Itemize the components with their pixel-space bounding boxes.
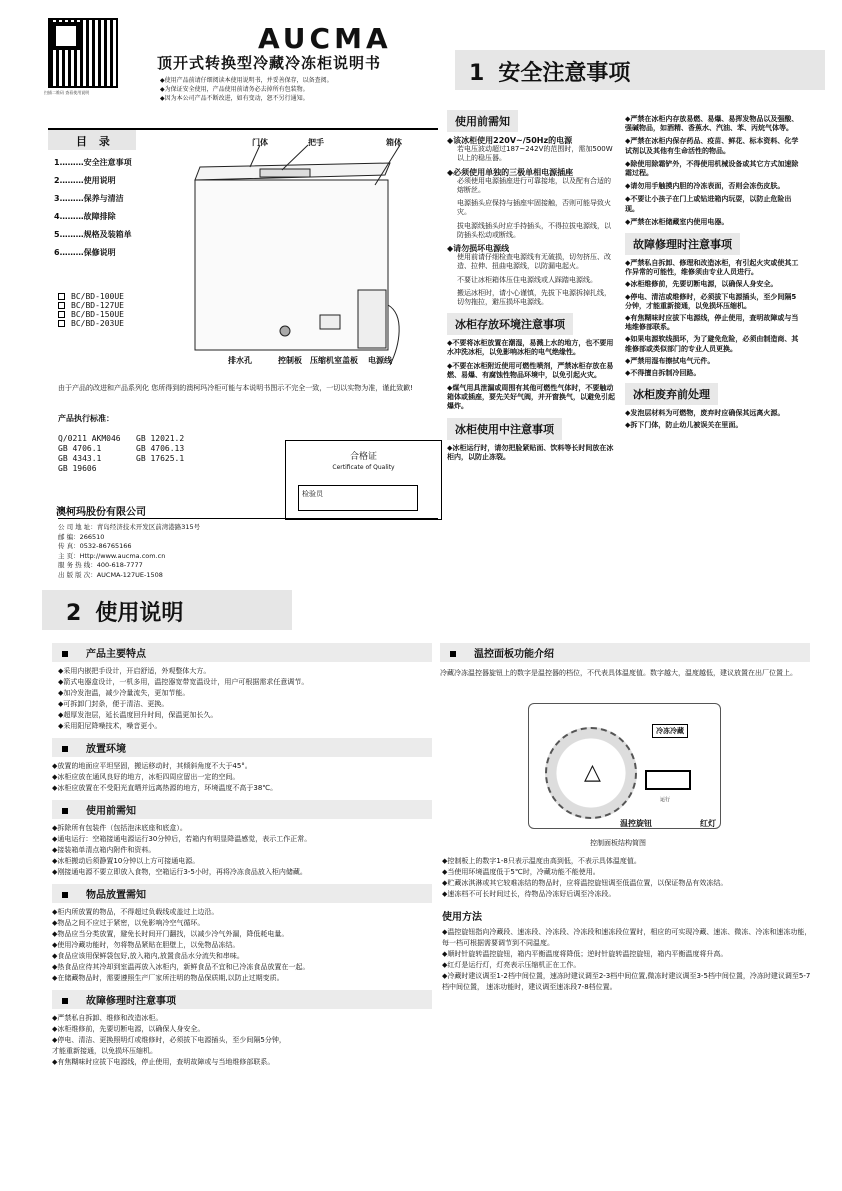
header-notes: ◆使用产品前请仔细阅读本使用说明书，并妥善保存，以备查阅。 ◆为保证安全使用，产品使用前请务必去掉所有包装物。 ◆因为本公司产品不断改进，如有变动，恕不另行通知。 [160, 77, 333, 102]
label-door: 门体 [252, 138, 268, 147]
panel-caption: 控制面板结构简图 [590, 839, 646, 847]
company-name: 澳柯玛股份有限公司 [56, 507, 146, 518]
brand-logo: AUCMA [258, 22, 392, 55]
freezer-diagram [190, 135, 420, 385]
certificate: 合格证 Certificate of Quality 检验员 [285, 440, 442, 520]
company-info: 公 司 地 址：青岛经济技术开发区前湾港路315号 邮 编：266510 传 真：0532-86765166 主 页：Http://www.aucma.com.cn 服 务 热 线：400-618-7777 出 版 版 次：AUCMA-127UE-1508 [58, 518, 438, 581]
repair-title: 故障修理时注意事项 [625, 233, 740, 255]
panel-section: 温控面板功能介绍 冷藏冷冻温控器旋钮上的数字是温控器的档位，不代表具体温度值。数字越大，温度越低，建议放置在出厂位置上。 [440, 643, 810, 679]
qr-caption: 扫描二维码 查看使用说明 [44, 90, 90, 95]
storage-title: 冰柜存放环境注意事项 [447, 313, 573, 335]
toc-item[interactable]: 5………规格及装箱单 [54, 230, 132, 239]
section1-header: 1 安全注意事项 [455, 50, 825, 90]
toc-item[interactable]: 3………保养与清洁 [54, 194, 124, 203]
light-label: 红灯 [700, 819, 716, 828]
label-control: 控制板 [278, 356, 302, 365]
label-handle: 把手 [308, 138, 324, 147]
section2-left-column: 产品主要特点 ◆采用内嵌把手设计，开启舒适，外观整体大方。 ◆箭式电器盒设计，一机多用，温控器宽带宽温设计，用户可根据需求任意调节。 ◆加冷发泡温，减少冷量流失，更加节能。 ◆可拆卸门封条，便于清洁、更换。 ◆超厚发泡层，延长温度回升时间，保温更加长久。 ◆采用阳尼降噪技术，噪音更小。 放置环境 ◆放置的地面应平坦坚固，搬运移动时，其倾斜角度不大于45°。 ◆冰柜应放在通风良好的地方，冰柜四周应留出一定的空间。 ◆冰柜应放置在不受阳光直晒并远离热源的地方，环境温度不高于38℃。 使用前需知 ◆拆除所有包装件（包括泡沫底座和底盒）。 ◆通电运行：空箱接通电源运行30分钟后，若箱内有明显降温感觉，表示工作正常。 ◆接装箱单清点箱内附件和资料。 ◆冰柜搬动后须静置10分钟以上方可接通电源。 ◆刚接通电源不要立即放入食物，空箱运行3-5小时，再将冷冻食品放入柜内储藏。 物品放置需知 ◆柜内所放置的物品，不得超过负载线或盖过上边沿。 ◆物品之间不应过于紧密，以免影响冷空气循环。 ◆物品应当分类放置，避免长时间开门翻找，以减少冷气外漏，降低耗电量。 ◆使用冷藏功能时，勿将物品紧贴在胆壁上，以免物品冻结。 ◆食品应该用保鲜袋包好,放入箱内,放置食品水分流失和串味。 ◆热食品应待其冷却到室温再放入冰柜内，新鲜食品不宜和已冷冻食品放置在一起。 ◆在储藏物品时，需要遵照生产厂家所注明的物品保质期,以防止过期变质。 故障修理时注意事项 ◆严禁私自拆卸、维修和改造冰柜。 ◆冰柜维修前，先要切断电源，以确保人身安全。 ◆停电、清洁、更换照明灯或维修时，必须拔下电源插头，至少间隔5分钟， 才能重新接通，以免损坏压缩机。 ◆有焦糊味时应拔下电源线，停止使用，查明故障或与当地维修部联系。 [52, 643, 432, 1068]
run-indicator-label: 运行 [660, 797, 671, 803]
qr-code [48, 18, 118, 88]
standards-title: 产品执行标准： [58, 414, 114, 423]
before-use-column: 使用前需知 ◆该冰柜使用220V~/50Hz的电源 若电压波动超过187~242V的范围时，需加500W以上的稳压器。 ◆必须使用单独的三极单相电源插座 必须使用电源插座进行可靠接地，以及配有合适的熔断丝。 电源插头应保持与插座牢固接触，否则可能导致火灾。 拔电源线插头时应手持插头，不得拉拔电源线，以防插头松动或断线。 ◆请勿损坏电源线 使用前请仔细检查电源线有无破损，切勿挤压、改造、拉伸、扭曲电源线，以防漏电起火。 不要让冰柜箱体压住电源线或人踩踏电源线。 搬运冰柜时，请小心谨慎，先拔下电源拆掉扎线，切勿拖拉，避压损坏电源线。 冰柜存放环境注意事项 ◆不要将冰柜放置在潮湿，易溅上水的地方，也不要用水冲洗冰柜，以免影响冰柜的电气绝缘性。 ◆不要在冰柜附近使用可燃性喷剂，严禁冰柜存放在易燃、易爆、有腐蚀性物品环境中，以免引起火灾。 ◆煤气用具泄漏或周围有其他可燃性气体时，不要触动箱体或插座，要先关好气阀，并开窗换气，以避免引起爆炸。 冰柜使用中注意事项 ◆冰柜运行时，请勿把脸紧贴面、饮料等长时间放在冰柜内，以防止冻裂。 [447, 110, 617, 462]
section2-header: 2 使用说明 [42, 590, 292, 630]
label-compressor: 压缩机室盖板 [310, 356, 358, 365]
disposal-title: 冰柜废弃前处理 [625, 383, 718, 405]
knob-pointer-icon: △ [584, 760, 601, 785]
standards-list: Q/0211 AKM046 GB 12021.2 GB 4706.1 GB 4706.13 GB 4343.1 GB 17625.1 GB 19606 [58, 434, 185, 473]
disclaimer: 由于产品的改进和产品系列化 您所得到的澳柯玛冷柜可能与本说明书图示不完全一致，一切以实物为准，谨此致歉! [58, 384, 414, 392]
toc-item[interactable]: 1………安全注意事项 [54, 158, 132, 167]
manual-title: 顶开式转换型冷藏冷冻柜说明书 [157, 54, 382, 72]
mode-badge: 冷冻冷藏 [652, 724, 688, 738]
label-body: 箱体 [386, 138, 402, 147]
panel-notes: ◆控制板上的数字1-8只表示温度由高到低，不表示具体温度值。 ◆当使用环境温度低于5℃时，冷藏功能不能使用。 ◆贮藏冰淇淋或其它较难冻结的物品时，应将温控旋钮调至低温位置，以保证物品有效冻结。 ◆速冻档不可长时间过长，待物品冷冻好后调至冷冻段。 使用方法 ◆温控旋钮指向冷藏段、速冻段、冷冻段、冷冻段和速冻段位置时，相应的可实现冷藏、速冻、微冻、冷冻和速冻功能，每一档可根据需要调节到不同温度。 ◆顺时针旋转温控旋钮，箱内平衡温度将降低；逆时针旋转温控旋钮，箱内平衡温度将升高。 ◆红灯是运行灯，灯亮表示压缩机正在工作。 ◆冷藏时建议调至1-2档中间位置，速冻时建议调至2-3档中间位置,微冻时建议调至3-5档中间位置，冷冻时建议调至5-7档中间位置， 速冻功能时，建议调至速冻段7-8档位置。 [442, 857, 812, 991]
toc-item[interactable]: 6………保修说明 [54, 248, 116, 257]
label-cord: 电源线 [368, 356, 392, 365]
in-use-title: 冰柜使用中注意事项 [447, 418, 562, 440]
toc-item[interactable]: 2………使用说明 [54, 176, 116, 185]
toc-item[interactable]: 4………故障排除 [54, 212, 116, 221]
model-list: BC/BD-100UE BC/BD-127UE BC/BD-150UE BC/BD-203UE [58, 292, 124, 328]
knob-label: 温控旋钮 [620, 819, 652, 828]
section1-right-column: ◆严禁在冰柜内存放易燃、易爆、易挥发物品以及强酸、强碱物品，如酒精、香蕉水、汽油、苯、丙烷气体等。 ◆严禁在冰柜内保存药品、疫苗、鲜花、标本资料、化学试剂以及其他有生命活性的物品。 ◆除使用除霜铲外，不得使用机械设备或其它方式加速除霜过程。 ◆请勿用手触摸内胆的冷冻表面，否则会冻伤皮肤。 ◆不要让小孩子在门上或钻进箱内玩耍，以防止危险出现。 ◆严禁在冰柜储藏室内使用电器。 故障修理时注意事项 ◆严禁私自拆卸、修理和改造冰柜，有引起火灾或使其工作异常的可能性，维修须由专业人员进行。 ◆冰柜维修前，先要切断电源，以确保人身安全。 ◆停电、清洁或维修时，必须拔下电源插头，至少间隔5分钟，才能重新接通，以免损坏压缩机。 ◆有焦糊味时应拔下电源线，停止使用，查明故障或与当地维修部联系。 ◆如果电源软线损坏，为了避免危险，必须由制造商、其维修部或类似部门的专业人员更换。 ◆严禁用湿布擦拭电气元件。 ◆不得擅自拆制冷回路。 冰柜废弃前处理 ◆发泡层材料为可燃物，废弃时应确保其远离火源。 ◆拆下门体，防止幼儿被误关在里面。 [625, 115, 799, 430]
label-drain: 排水孔 [228, 356, 252, 365]
toc-title: 目 录 [48, 130, 136, 150]
before-use-title: 使用前需知 [447, 110, 518, 132]
red-light [645, 770, 691, 790]
